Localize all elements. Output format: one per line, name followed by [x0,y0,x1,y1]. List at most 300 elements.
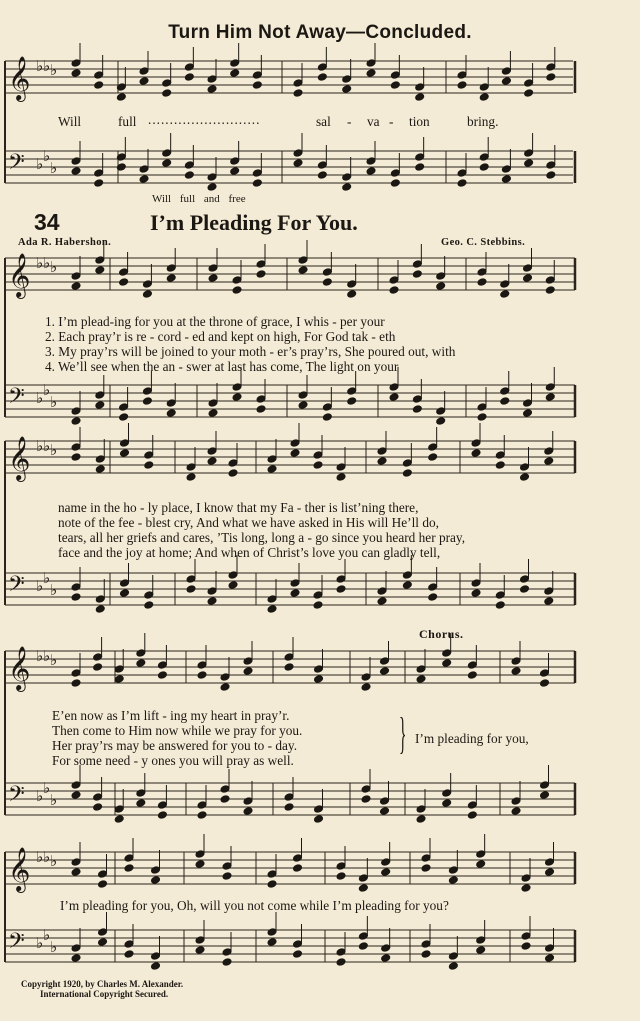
note-head [545,286,555,295]
note-head [342,75,352,84]
note-head [208,409,218,418]
note-head [142,387,152,396]
note-head [511,807,521,816]
concluded-lyric-tion: tion [409,114,430,129]
note-head [500,280,510,289]
note-head [207,447,217,456]
note-head [479,163,489,172]
note-head [293,79,303,88]
note-head [467,671,477,680]
note-head [232,276,242,285]
note-head [336,872,346,881]
note-head [207,85,217,94]
note-head [476,936,486,945]
note-head [361,785,371,794]
refrain-response: I’m pleading for you, [415,731,529,746]
chorus-label: Chorus. [419,627,464,641]
note-head [71,407,81,416]
note-head [71,679,81,688]
note-head [381,954,391,963]
note-head [428,453,438,462]
note-head [366,59,376,68]
note-head [540,679,550,688]
note-head [322,403,332,412]
note-head [151,962,161,971]
note-head [500,387,510,396]
note-head [381,868,391,877]
note-head [298,266,308,275]
note-head [95,595,105,604]
flat-sign: ♭ [50,393,58,411]
note-head [157,811,167,820]
note-head [195,936,205,945]
flat-sign: ♭ [36,647,44,665]
note-head [120,579,130,588]
note-head [98,870,108,879]
note-head [317,171,327,180]
note-head [523,409,533,418]
note-head [476,850,486,859]
note-head [477,413,487,422]
note-head [358,874,368,883]
note-head [442,789,452,798]
note-head [207,457,217,466]
note-head [479,153,489,162]
note-head [467,801,477,810]
note-head [412,270,422,279]
note-head [322,413,332,422]
note-head [207,75,217,84]
note-head [540,781,550,790]
note-head [389,286,399,295]
note-head [436,282,446,291]
note-head [545,868,555,877]
note-head [545,276,555,285]
note-head [142,290,152,299]
concluded-lyric-full: full [118,114,137,129]
note-head [98,880,108,889]
concluded-lyric-dots: .......................... [148,112,261,127]
note-head [95,605,105,614]
flat-sign: ♭ [36,848,44,866]
note-head [416,675,426,684]
note-head [114,665,124,674]
note-head [293,89,303,98]
concluded-lyric-sal: sal [316,114,331,129]
note-head [402,459,412,468]
note-head [243,797,253,806]
note-head [500,290,510,299]
note-head [95,266,105,275]
note-head [157,801,167,810]
note-head [71,272,81,281]
note-head [521,874,531,883]
note-head [421,854,431,863]
note-head [467,661,477,670]
note-head [495,601,505,610]
note-head [293,159,303,168]
note-head [95,465,105,474]
note-head [524,149,534,158]
note-head [476,860,486,869]
note-head [336,575,346,584]
flat-sign: ♭ [50,61,58,79]
note-head [336,948,346,957]
note-head [290,589,300,598]
note-head [71,59,81,68]
note-head [162,159,172,168]
note-head [222,958,232,967]
note-head [207,173,217,182]
note-head [347,387,357,396]
note-head [120,439,130,448]
note-head [243,807,253,816]
note-head [142,397,152,406]
note-head [380,797,390,806]
note-head [322,268,332,277]
note-head [162,89,172,98]
note-head [95,401,105,410]
verse-4-line-a: 4. We’ll see when the an - swer at last has come, The light on your [45,359,399,374]
note-head [471,579,481,588]
note-head [336,585,346,594]
note-head [222,862,232,871]
copyright-line-1: Copyright 1920, by Charles M. Alexander. [21,979,184,989]
copyright-line-2: International Copyright Secured. [40,989,169,999]
flat-sign: ♭ [50,651,58,669]
note-head [421,950,431,959]
note-head [495,461,505,470]
note-head [313,601,323,610]
note-head [186,575,196,584]
note-head [195,850,205,859]
note-head [476,946,486,955]
note-head [157,661,167,670]
flat-sign: ♭ [36,437,44,455]
note-head [442,799,452,808]
flat-sign: ♭ [43,779,51,797]
note-head [342,85,352,94]
note-head [477,268,487,277]
note-head [390,81,400,90]
note-head [93,663,103,672]
note-head [457,169,467,178]
note-head [120,589,130,598]
note-head [95,391,105,400]
flat-sign: ♭ [50,441,58,459]
note-head [501,67,511,76]
note-head [222,872,232,881]
note-head [380,657,390,666]
note-head [256,395,266,404]
note-head [256,405,266,414]
note-head [436,272,446,281]
note-head [501,175,511,184]
note-head [98,928,108,937]
note-head [342,183,352,192]
concluded-bass-lyric: Will full and free [152,193,246,205]
note-head [416,665,426,674]
flat-sign: ♭ [36,577,44,595]
note-head [162,79,172,88]
note-head [381,944,391,953]
note-head [479,93,489,102]
note-head [166,409,176,418]
note-head [166,399,176,408]
concluded-lyric-hyphen: - [347,114,352,129]
refrain-line-3: Her pray’rs may be answered for you to - day. [52,738,298,753]
note-head [380,667,390,676]
verse-1-line-a: 1. I’m plead-ing for you at the throne of grace, I whis - per your [45,314,385,329]
note-head [284,803,294,812]
note-head [71,669,81,678]
note-head [228,571,238,580]
note-head [139,77,149,86]
note-head [230,167,240,176]
note-head [94,169,104,178]
hymn-number: 34 [34,209,60,235]
note-head [511,797,521,806]
note-head [166,274,176,283]
note-head [232,286,242,295]
note-head [151,952,161,961]
flat-sign: ♭ [43,254,51,272]
note-head [358,942,368,951]
verse-3-line-b: tears, all her griefs and cares, ’Tis long, long a - go since you heard her pray, [58,530,466,545]
note-head [314,805,324,814]
note-head [381,858,391,867]
note-head [546,73,556,82]
note-head [184,73,194,82]
note-head [540,791,550,800]
note-head [232,393,242,402]
note-head [361,795,371,804]
note-head [293,950,303,959]
flat-sign: ♭ [50,258,58,276]
note-head [267,880,277,889]
note-head [71,593,81,602]
note-head [267,455,277,464]
note-head [402,469,412,478]
note-head [298,401,308,410]
note-head [457,71,467,80]
note-head [228,469,238,478]
flat-sign: ♭ [36,57,44,75]
note-head [293,940,303,949]
note-head [336,862,346,871]
note-head [267,595,277,604]
note-head [298,256,308,265]
note-head [71,69,81,78]
note-head [142,280,152,289]
lyricist-credit: Ada R. Habershon. [18,237,112,248]
note-head [389,393,399,402]
note-head [389,383,399,392]
note-head [412,260,422,269]
note-head [495,591,505,600]
note-head [139,67,149,76]
note-head [186,585,196,594]
note-head [220,785,230,794]
note-head [523,264,533,273]
note-head [252,179,262,188]
note-head [71,791,81,800]
note-head [284,793,294,802]
note-head [377,587,387,596]
note-head [284,653,294,662]
refrain-line-2: Then come to Him now while we pray for you. [52,723,303,738]
note-head [144,461,154,470]
note-head [448,876,458,885]
note-head [71,157,81,166]
note-head [256,270,266,279]
note-head [232,383,242,392]
note-head [412,395,422,404]
note-head [347,397,357,406]
note-head [520,585,530,594]
treble-clef: 𝄞 [8,646,31,690]
note-head [421,864,431,873]
note-head [71,417,81,426]
treble-clef: 𝄞 [8,847,31,891]
note-head [523,274,533,283]
note-head [467,811,477,820]
note-head [94,81,104,90]
note-head [317,73,327,82]
flat-sign: ♭ [36,389,44,407]
note-head [457,81,467,90]
note-head [157,671,167,680]
note-head [415,93,425,102]
note-head [390,169,400,178]
flat-sign: ♭ [43,437,51,455]
note-head [208,264,218,273]
flat-sign: ♭ [50,852,58,870]
concluded-lyric-will: Will [58,114,82,129]
note-head [162,149,172,158]
bass-clef: 𝄢 [8,150,25,180]
note-head [361,683,371,692]
note-head [448,866,458,875]
note-head [500,397,510,406]
note-head [523,399,533,408]
note-head [220,673,230,682]
note-head [477,278,487,287]
treble-clef: 𝄞 [8,253,31,297]
note-head [380,807,390,816]
flat-sign: ♭ [43,848,51,866]
flat-sign: ♭ [50,159,58,177]
note-head [252,169,262,178]
refrain-line-4: For some need - y ones you will pray as well. [52,753,294,768]
note-head [293,149,303,158]
note-head [428,443,438,452]
bass-clef: 𝄢 [8,782,25,812]
note-head [322,278,332,287]
note-head [524,89,534,98]
note-head [520,575,530,584]
note-head [377,457,387,466]
note-head [114,805,124,814]
flat-sign: ♭ [43,569,51,587]
flat-sign: ♭ [43,926,51,944]
note-head [197,671,207,680]
note-head [124,950,134,959]
note-head [119,278,129,287]
note-head [284,663,294,672]
note-head [136,649,146,658]
note-head [416,805,426,814]
note-head [207,183,217,192]
bass-clef: 𝄢 [8,929,25,959]
note-head [546,161,556,170]
note-head [415,153,425,162]
note-head [546,63,556,72]
note-head [366,157,376,166]
note-head [207,587,217,596]
note-head [186,463,196,472]
bass-clef: 𝄢 [8,384,25,414]
page-title: Turn Him Not Away—Concluded. [168,22,472,43]
hymn-title: I’m Pleading For You. [150,210,358,235]
note-head [144,451,154,460]
note-head [116,93,126,102]
note-head [544,447,554,456]
flat-sign: ♭ [43,381,51,399]
note-head [71,583,81,592]
note-head [230,69,240,78]
flat-sign: ♭ [36,934,44,952]
note-head [166,264,176,273]
note-head [366,69,376,78]
note-head [390,71,400,80]
note-head [293,854,303,863]
note-head [298,391,308,400]
note-head [93,653,103,662]
verse-3-line-a: 3. My pray’rs will be joined to your moth - er’s pray’rs, She poured out, with [45,344,456,359]
note-head [228,581,238,590]
note-head [197,661,207,670]
note-head [186,473,196,482]
note-head [293,864,303,873]
note-head [290,579,300,588]
flat-sign: ♭ [43,57,51,75]
note-head [267,938,277,947]
note-head [267,465,277,474]
note-head [336,473,346,482]
note-head [546,171,556,180]
note-head [124,864,134,873]
note-head [471,449,481,458]
concluded-lyric-hyphen-2: - [389,114,394,129]
refrain-line-1: E’en now as I’m lift - ing my heart in pray’r. [52,708,290,723]
verse-4-line-b: face and the joy at home; And when of Christ’s love you can gladly tell, [58,545,441,560]
note-head [71,954,81,963]
note-head [313,461,323,470]
final-line-lyric: I’m pleading for you, Oh, will you not come while I’m pleading for you? [60,898,449,913]
note-head [342,173,352,182]
verse-2-line-b: note of the fee - blest cry, And what we have asked in His will He’ll do, [58,515,439,530]
note-head [313,591,323,600]
note-head [267,928,277,937]
note-head [544,597,554,606]
note-head [94,71,104,80]
note-head [521,942,531,951]
note-head [290,439,300,448]
flat-sign: ♭ [36,787,44,805]
note-head [71,443,81,452]
note-head [243,667,253,676]
